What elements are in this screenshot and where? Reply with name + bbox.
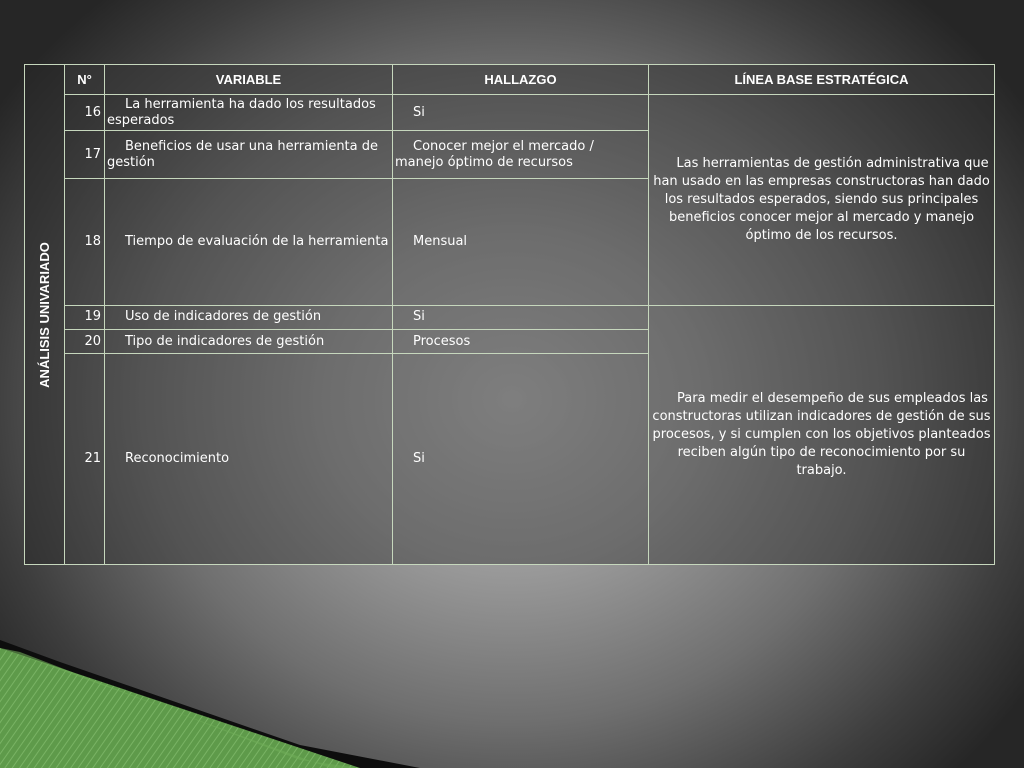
baseline-text-2: Para medir el desempeño de sus empleados las constructoras utilizan indicadores de gestión de sus procesos, y si cumplen con los objetivos planteados reciben algún tipo de reconocimiento por su trabajo. <box>649 305 995 564</box>
row-finding: Si <box>393 95 649 131</box>
baseline-text-1: Las herramientas de gestión administrativa que han usado en las empresas constructoras han dado los resultados esperados, siendo sus principales beneficios conocer mejor al mercado y manejo óptimo de los recursos. <box>649 95 995 306</box>
green-stripe-shape <box>0 648 360 768</box>
table-row <box>25 95 995 131</box>
row-variable: La herramienta ha dado los resultados esperados <box>105 95 393 131</box>
row-number: 17 <box>65 131 105 179</box>
header-finding: HALLAZGO <box>393 65 649 95</box>
row-finding: Procesos <box>393 330 649 354</box>
row-number: 20 <box>65 330 105 354</box>
row-finding: Si <box>393 354 649 565</box>
side-label: ANÁLISIS UNIVARIADO <box>36 241 52 388</box>
row-number: 19 <box>65 305 105 329</box>
row-variable: Tiempo de evaluación de la herramienta <box>105 179 393 306</box>
row-variable: Beneficios de usar una herramienta de gestión <box>105 131 393 179</box>
header-variable: VARIABLE <box>105 65 393 95</box>
side-label-cell <box>25 65 65 565</box>
row-variable: Uso de indicadores de gestión <box>105 305 393 329</box>
header-baseline: LÍNEA BASE ESTRATÉGICA <box>649 65 995 95</box>
row-number: 16 <box>65 95 105 131</box>
row-variable: Reconocimiento <box>105 354 393 565</box>
row-finding: Si <box>393 305 649 329</box>
dark-band-shape <box>0 640 420 768</box>
row-finding: Conocer mejor el mercado / manejo óptimo de recursos <box>393 131 649 179</box>
row-variable: Tipo de indicadores de gestión <box>105 330 393 354</box>
row-finding: Mensual <box>393 179 649 306</box>
univariate-analysis-table <box>24 64 995 565</box>
header-num: N° <box>65 65 105 95</box>
table-row <box>25 305 995 329</box>
row-number: 18 <box>65 179 105 306</box>
green-highlight-shape <box>0 648 360 768</box>
row-number: 21 <box>65 354 105 565</box>
